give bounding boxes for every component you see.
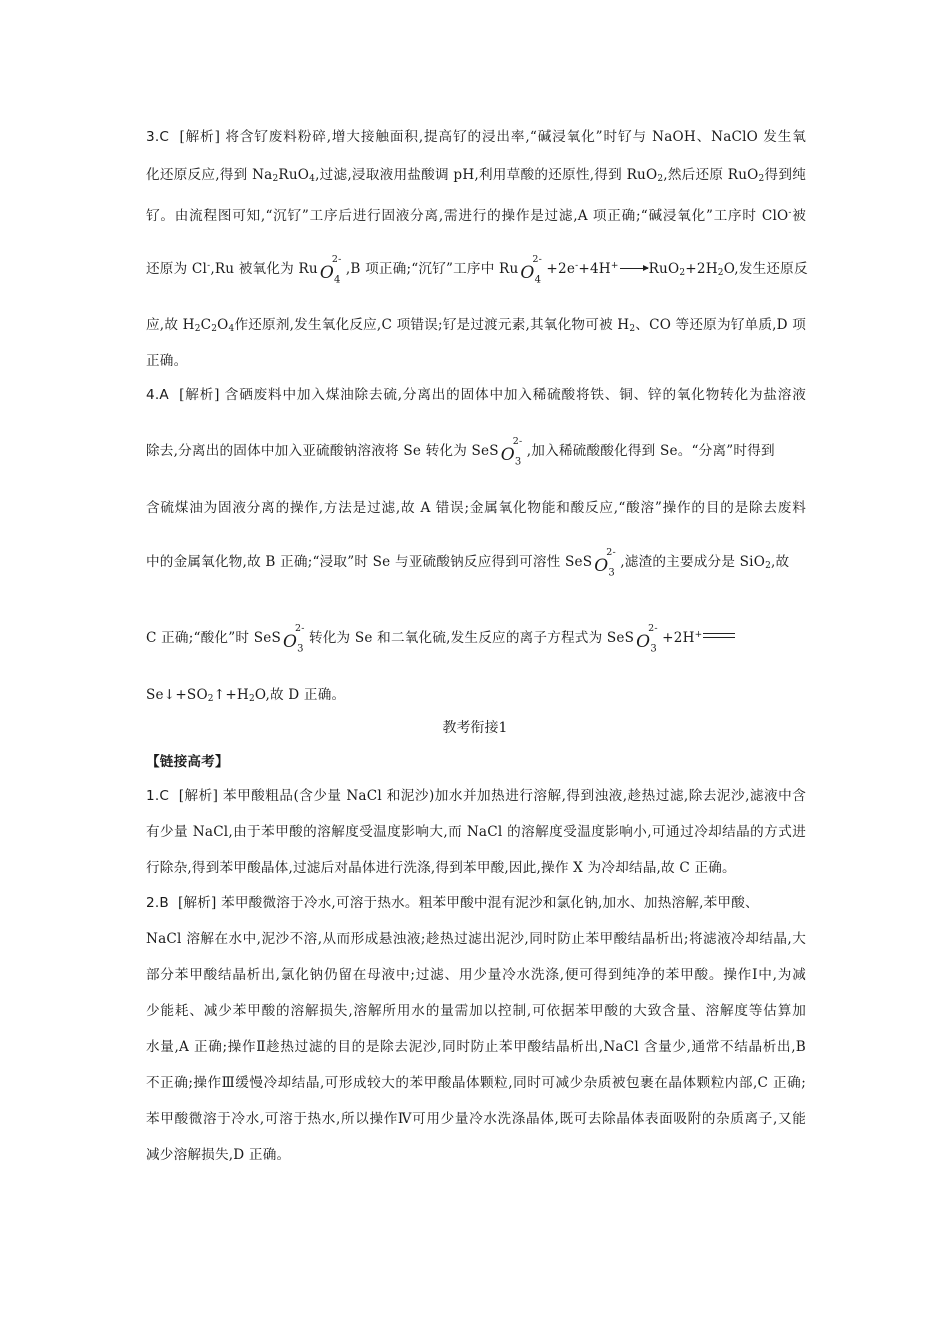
s2-line-1: 2.B [解析] 苯甲酸微溶于冷水,可溶于热水。粗苯甲酸中混有泥沙和氯化钠,加水、加热溶解,苯甲酸、 <box>146 895 759 911</box>
s1-line-2: 有少量 NaCl,由于苯甲酸的溶解度受温度影响大,而 NaCl 的溶解度受温度影响小,可通过冷却结晶的方式进 <box>146 824 806 840</box>
q3-text: [解析] 将含钌废料粉碎,增大接触面积,提高钌的浸出率,“碱浸氧化”时钌与 NaOH、NaClO 发生氧 <box>179 129 806 145</box>
ion-formula: $O_3$ 2- <box>282 623 305 655</box>
q3-line-3: 钌。由流程图可知,“沉钌”工序后进行固液分离,需进行的操作是过滤,A 项正确;“碱浸氧化”工序时 ClO-被 <box>146 208 807 224</box>
s2-line-3: 部分苯甲酸结晶析出,氯化钠仍留在母液中;过滤、用少量冷水洗涤,便可得到纯净的苯甲酸。操作Ⅰ中,为减 <box>146 967 806 983</box>
q4-line-6: $Se↓+SO_2↑+H_2O$,故 D 正确。 <box>146 687 346 704</box>
s2-line-2: NaCl 溶解在水中,泥沙不溶,从而形成悬浊液;趁热过滤出泥沙,同时防止苯甲酸结晶析出;将滤液冷却结晶,大 <box>146 931 807 947</box>
s1-line-1: 1.C [解析] 苯甲酸粗品(含少量 NaCl 和泥沙)加水并加热进行溶解,得到浊液,趁热过滤,除去泥沙,滤液中含 <box>146 788 806 804</box>
s2-line-8: 减少溶解损失,D 正确。 <box>146 1147 291 1163</box>
q3-line-4: 还原为 Cl-,Ru 被氧化为 Ru $O_4$ 2- ,B 项正确;“沉钌”工序中 Ru $O_4$ 2- +2e-+4H+ $RuO_2+2H_2O$,发生还原反 <box>146 254 808 286</box>
s2-line-6: 不正确;操作Ⅲ缓慢冷却结晶,可形成较大的苯甲酸晶体颗粒,同时可减少杂质被包裹在晶体颗粒内部,C 正确; <box>146 1075 806 1091</box>
s2-line-4: 少能耗、减少苯甲酸的溶解损失,溶解所用水的量需加以控制,可依据苯甲酸的大致含量、溶解度等估算加 <box>146 1003 806 1019</box>
q4-answer: 4.A <box>146 387 169 403</box>
ion-formula: $O_4$ 2- <box>520 254 543 286</box>
q3-line-2: 化还原反应,得到 $Na_2RuO_4$,过滤,浸取液用盐酸调 pH,利用草酸的还原性,得到 RuO$_2$,然后还原 RuO$_2$得到纯 <box>146 167 806 184</box>
ion-formula: $O_4$ 2- <box>319 254 342 286</box>
ion-formula: $O_3$ 2- <box>500 436 523 468</box>
q4-line-2: 除去,分离出的固体中加入亚硫酸钠溶液将 Se 转化为 SeS $O_3$ 2- ,加入稀硫酸酸化得到 Se。“分离”时得到 <box>146 436 775 468</box>
q3-answer: 3.C <box>146 129 170 145</box>
reaction-arrow <box>620 268 648 269</box>
link-title: 【链接高考】 <box>146 754 229 770</box>
q3-line-6: 正确。 <box>146 353 188 369</box>
equals-sign <box>703 633 735 638</box>
ion-formula: $O_3$ 2- <box>636 623 658 655</box>
q3-line-5: 应,故 $H_2C_2O_4$作还原剂,发生氧化反应,C 项错误;钌是过渡元素,其氧化物可被 $H_2$、CO 等还原为钌单质,D 项 <box>146 317 807 334</box>
section-title: 教考衔接1 <box>442 720 508 736</box>
s2-line-7: 苯甲酸微溶于冷水,可溶于热水,所以操作Ⅳ可用少量冷水洗涤晶体,既可去除晶体表面吸附的杂质离子,又能 <box>146 1111 806 1127</box>
ion-formula: $O_3$ 2- <box>594 547 616 579</box>
q4-line-3: 含硫煤油为固液分离的操作,方法是过滤,故 A 错误;金属氧化物能和酸反应,“酸溶”操作的目的是除去废料 <box>146 500 806 516</box>
q4-line-4: 中的金属氧化物,故 B 正确;“浸取”时 Se 与亚硫酸钠反应得到可溶性 SeS $O_3$ 2- ,滤渣的主要成分是 SiO$_2$,故 <box>146 547 790 579</box>
s1-line-3: 行除杂,得到苯甲酸晶体,过滤后对晶体进行洗涤,得到苯甲酸,因此,操作 X 为冷却结晶,故 C 正确。 <box>146 860 736 876</box>
q4-line-5: C 正确;“酸化”时 SeS $O_3$ 2- 转化为 Se 和二氧化硫,发生反应的离子方程式为 SeS $O_3$ 2- +2H+ <box>146 624 806 647</box>
q3-line-1 <box>146 128 806 146</box>
s2-line-5: 水量,A 正确;操作Ⅱ趁热过滤的目的是除去泥沙,同时防止苯甲酸结晶析出,NaCl 含量少,通常不结晶析出,B <box>146 1039 806 1055</box>
q4-line-1: 4.A [解析] 含硒废料中加入煤油除去硫,分离出的固体中加入稀硫酸将铁、铜、锌的氧化物转化为盐溶液 <box>146 387 806 403</box>
